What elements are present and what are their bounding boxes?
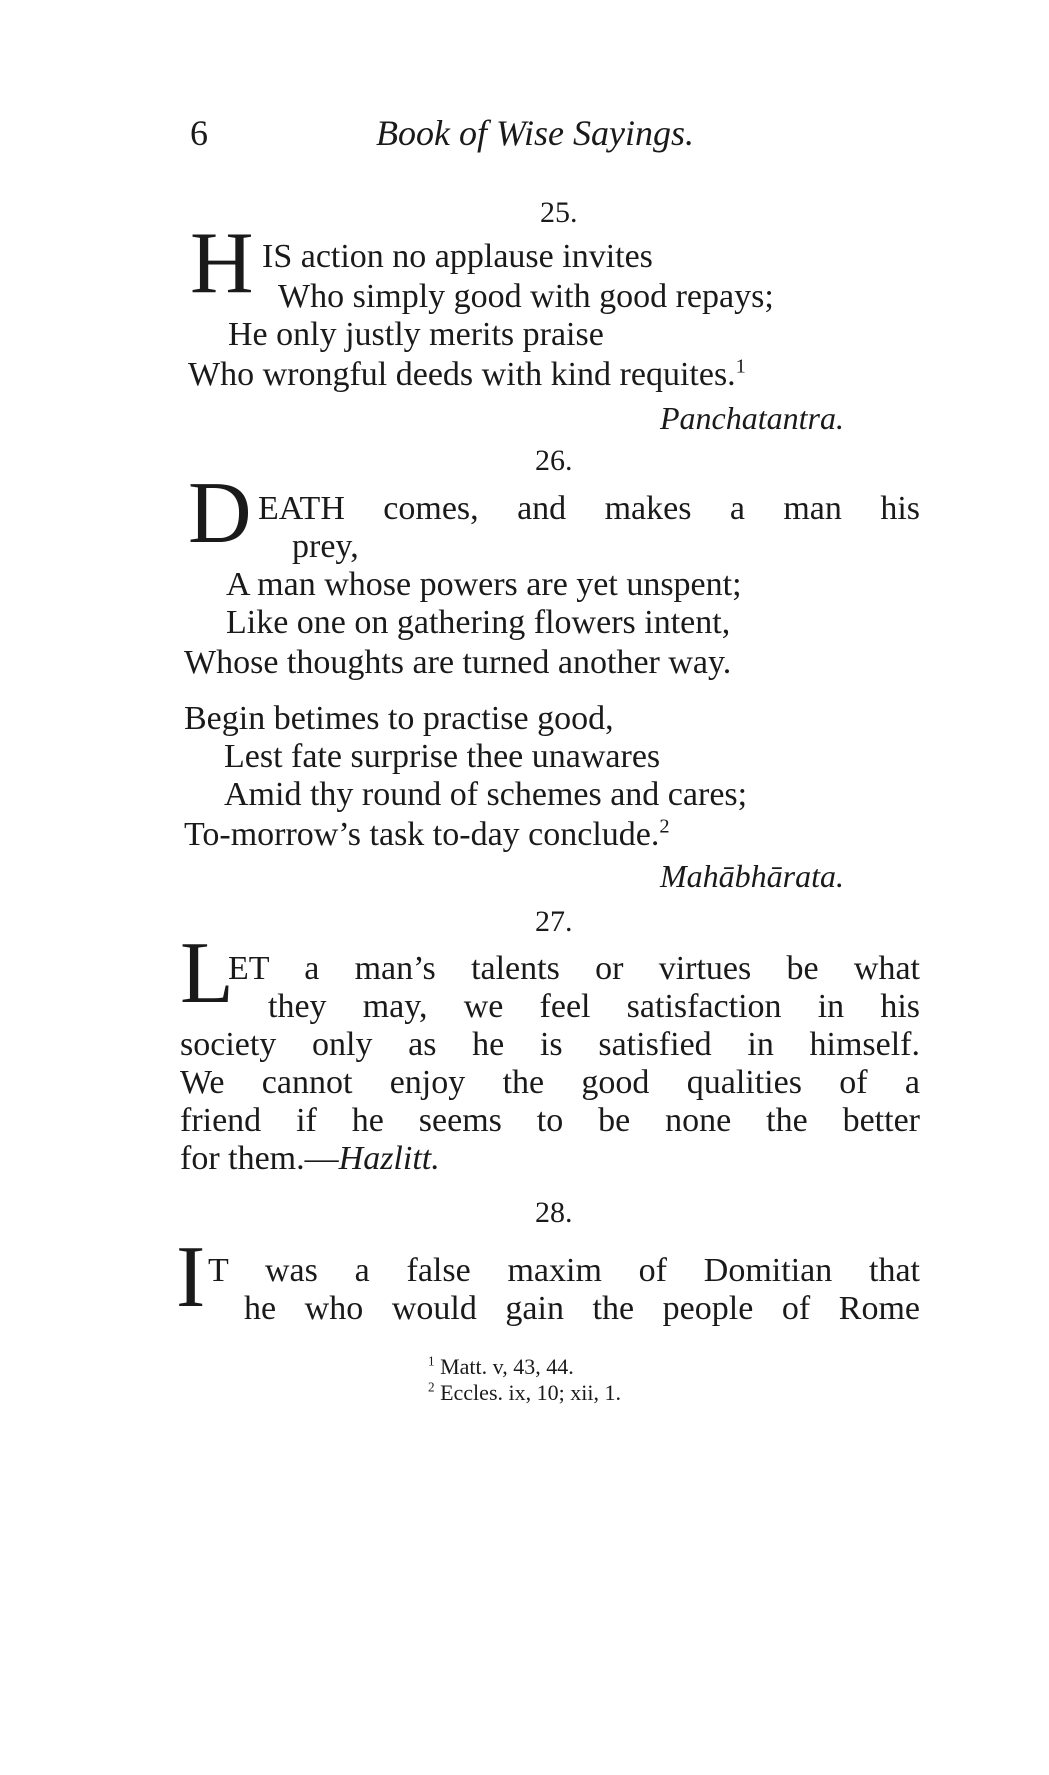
running-title: Book of Wise Sayings. — [376, 113, 694, 153]
saying-28-line-2: he who would gain the people of Rome — [244, 1290, 920, 1327]
saying-26-line-3: A man whose powers are yet unspent; — [226, 566, 742, 603]
saying-25-dropcap: H — [190, 215, 254, 312]
saying-27-line-6-text: for them.— — [180, 1140, 339, 1177]
footnote-1 — [428, 1354, 574, 1380]
saying-26-line-8: Amid thy round of schemes and cares; — [224, 776, 748, 813]
saying-26-dropcap: D — [188, 465, 252, 562]
page-number: 6 — [190, 113, 208, 153]
saying-27-line-4: We cannot enjoy the good qualities of a — [180, 1064, 920, 1101]
saying-27-line-3: society only as he is satisfied in himself. — [180, 1026, 920, 1063]
saying-25-attribution: Panchatantra. — [660, 400, 844, 436]
saying-25-line-4 — [188, 356, 746, 394]
saying-27-line-2: they may, we feel satisfaction in his — [268, 988, 920, 1025]
saying-27-author: Hazlitt. — [338, 1140, 440, 1177]
saying-26-line-9-text: To-morrow’s task to-day conclude. — [184, 816, 660, 853]
saying-27-dropcap: L — [180, 925, 234, 1022]
footnote-2-mark: 2 — [428, 1379, 435, 1395]
footnote-2 — [428, 1380, 621, 1406]
footnote-1-mark: 1 — [428, 1353, 435, 1369]
footnote-ref-1: 1 — [735, 355, 746, 378]
saying-26-line-5: Whose thoughts are turned another way. — [184, 644, 732, 681]
saying-26-line-1: EATH comes, and makes a man his — [258, 490, 920, 527]
saying-26-line-9 — [184, 816, 670, 854]
saying-27-line-6 — [180, 1140, 440, 1178]
saying-26-line-6: Begin betimes to practise good, — [184, 700, 614, 737]
saying-25-line-1: IS action no applause invites — [262, 238, 653, 275]
saying-25-line-3: He only justly merits praise — [228, 316, 604, 353]
saying-28-number: 28. — [535, 1196, 573, 1229]
footnote-2-text: Eccles. ix, 10; xii, 1. — [440, 1380, 621, 1405]
saying-26-line-2: prey, — [292, 528, 359, 565]
saying-27-line-5: friend if he seems to be none the better — [180, 1102, 920, 1139]
footnote-ref-2: 2 — [659, 815, 670, 838]
saying-26-line-4: Like one on gathering flowers intent, — [226, 604, 731, 641]
saying-25-number: 25. — [540, 196, 578, 229]
saying-28-dropcap: I — [176, 1229, 206, 1326]
saying-25-line-2: Who simply good with good repays; — [278, 278, 774, 315]
saying-28-line-1: T was a false maxim of Domitian that — [208, 1252, 920, 1289]
footnote-1-text: Matt. v, 43, 44. — [440, 1354, 574, 1379]
saying-26-number: 26. — [535, 444, 573, 477]
saying-26-attribution: Mahābhārata. — [660, 858, 844, 894]
saying-25-line-4-text: Who wrongful deeds with kind requites. — [188, 356, 736, 393]
saying-27-number: 27. — [535, 905, 573, 938]
saying-26-line-7: Lest fate surprise thee unawares — [224, 738, 661, 775]
saying-27-line-1: ET a man’s talents or virtues be what — [228, 950, 920, 987]
